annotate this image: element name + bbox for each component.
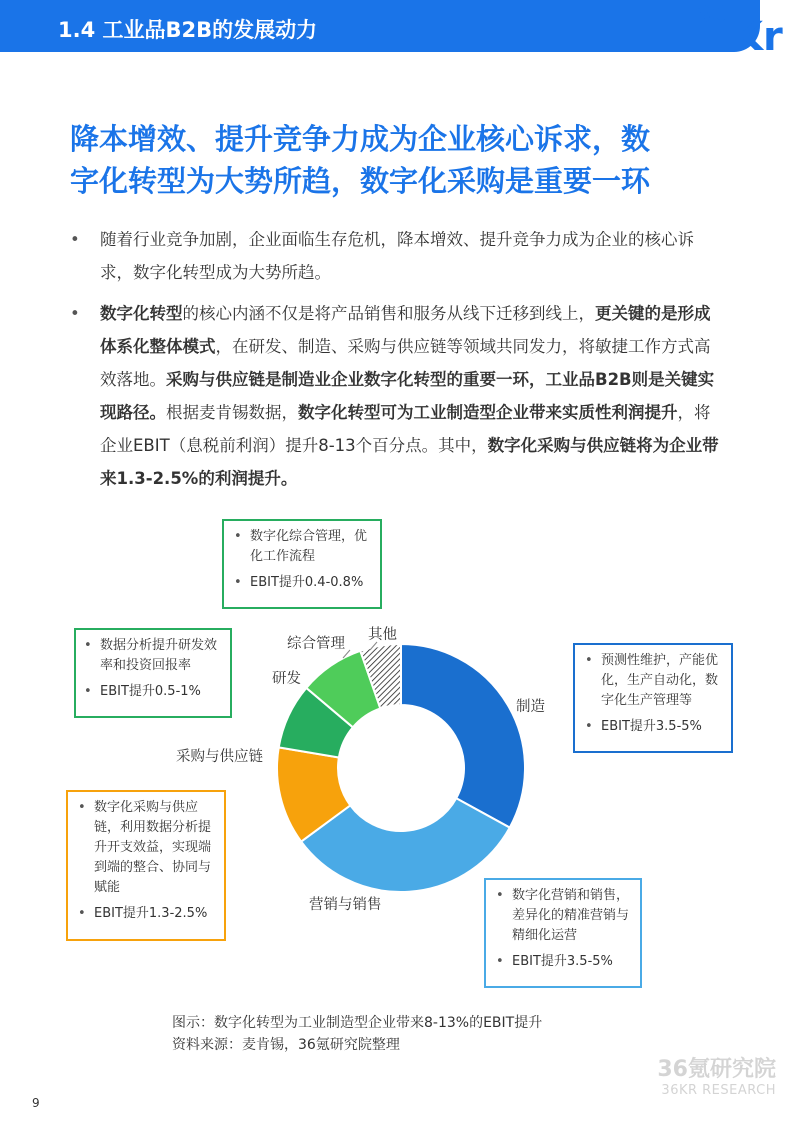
- segment-label-marketing: 营销与销售: [309, 897, 382, 913]
- bullet-paragraph-2: [70, 297, 725, 495]
- section-header-bar: [0, 0, 760, 52]
- page-number: 9: [32, 1096, 40, 1110]
- text-span: 根据麦肯锡数据，: [166, 403, 298, 422]
- bullet-dot-icon: •: [70, 304, 80, 323]
- callout-item: • 预测性维护，产能优化，生产自动化，数字化生产管理等: [583, 651, 723, 711]
- segment-label-manufacturing: 制造: [516, 699, 545, 715]
- callout-item: • EBIT提升1.3-2.5%: [76, 904, 216, 924]
- bold-span: 数字化采购与供应链将为企业带来1.3-2.5%的利润提升。: [100, 436, 719, 488]
- headline-line-2: 字化转型为大势所趋，数字化采购是重要一环: [70, 164, 651, 198]
- callout-general-management: [222, 519, 382, 609]
- callout-item: • EBIT提升0.4-0.8%: [232, 573, 372, 593]
- segment-label-other: 其他: [368, 627, 397, 643]
- watermark-line-1: 36氪研究院: [657, 1057, 776, 1082]
- section-title: 1.4 工业品B2B的发展动力: [58, 18, 318, 42]
- page-headline: [70, 118, 730, 202]
- bold-span: 数字化转型: [100, 304, 183, 323]
- callout-manufacturing: [573, 643, 733, 753]
- callout-item: • 数据分析提升研发效率和投资回报率: [82, 636, 222, 676]
- segment-label-procurement: 采购与供应链: [176, 749, 263, 765]
- logo-text-36: 36: [696, 3, 727, 28]
- text-span: ，在研发、制造、采购与供应链等领域共同发力，将敏捷工作方式高效落地。: [100, 337, 711, 389]
- text-span: ，将企业EBIT（息税前利润）提升8-13个百分点。其中，: [100, 403, 711, 455]
- segment-label-rnd: 研发: [272, 671, 301, 687]
- figure-caption: [172, 1012, 542, 1056]
- callout-rnd: [74, 628, 232, 718]
- callout-item: • EBIT提升3.5-5%: [494, 952, 632, 972]
- headline-line-1: 降本增效、提升竞争力成为企业核心诉求，数: [70, 122, 651, 156]
- bold-span: 更关键的是形成体系化整体模式: [100, 304, 711, 356]
- bold-span: 采购与供应链是制造业企业数字化转型的重要一环，工业品B2B则是关键实现路径。: [100, 370, 715, 422]
- bold-span: 数字化转型可为工业制造型企业带来实质性利润提升: [298, 403, 678, 422]
- bullet-paragraph-1: [70, 223, 725, 289]
- figure-title: 图示：数字化转型为工业制造型企业带来8-13%的EBIT提升: [172, 1015, 543, 1031]
- logo: [696, 0, 794, 54]
- bullet-text-1: 随着行业竞争加剧，企业面临生存危机，降本增效、提升竞争力成为企业的核心诉求，数字化转型成为大势所趋。: [100, 230, 694, 282]
- text-span: 的核心内涵不仅是将产品销售和服务从线下迁移到线上，: [182, 304, 595, 323]
- callout-marketing: [484, 878, 642, 988]
- figure-source: 资料来源：麦肯锡，36氪研究院整理: [172, 1037, 400, 1053]
- callout-item: • 数字化营销和销售，差异化的精准营销与精细化运营: [494, 886, 632, 946]
- watermark-line-2: 36KR RESEARCH: [661, 1083, 776, 1098]
- callout-item: • 数字化采购与供应链，利用数据分析提升开支效益，实现端到端的整合、协同与赋能: [76, 798, 216, 898]
- callout-procurement: [66, 790, 226, 941]
- logo-text-kr: Kr: [732, 14, 783, 54]
- callout-item: • EBIT提升0.5-1%: [82, 682, 222, 702]
- bullet-text-2: [100, 304, 719, 488]
- callout-item: • 数字化综合管理，优化工作流程: [232, 527, 372, 567]
- slice-manufacturing: [401, 644, 525, 828]
- bullet-list: [70, 223, 725, 503]
- segment-label-general: 综合管理: [287, 636, 345, 652]
- callout-item: • EBIT提升3.5-5%: [583, 717, 723, 737]
- bullet-dot-icon: •: [70, 230, 80, 249]
- watermark: [632, 1057, 776, 1099]
